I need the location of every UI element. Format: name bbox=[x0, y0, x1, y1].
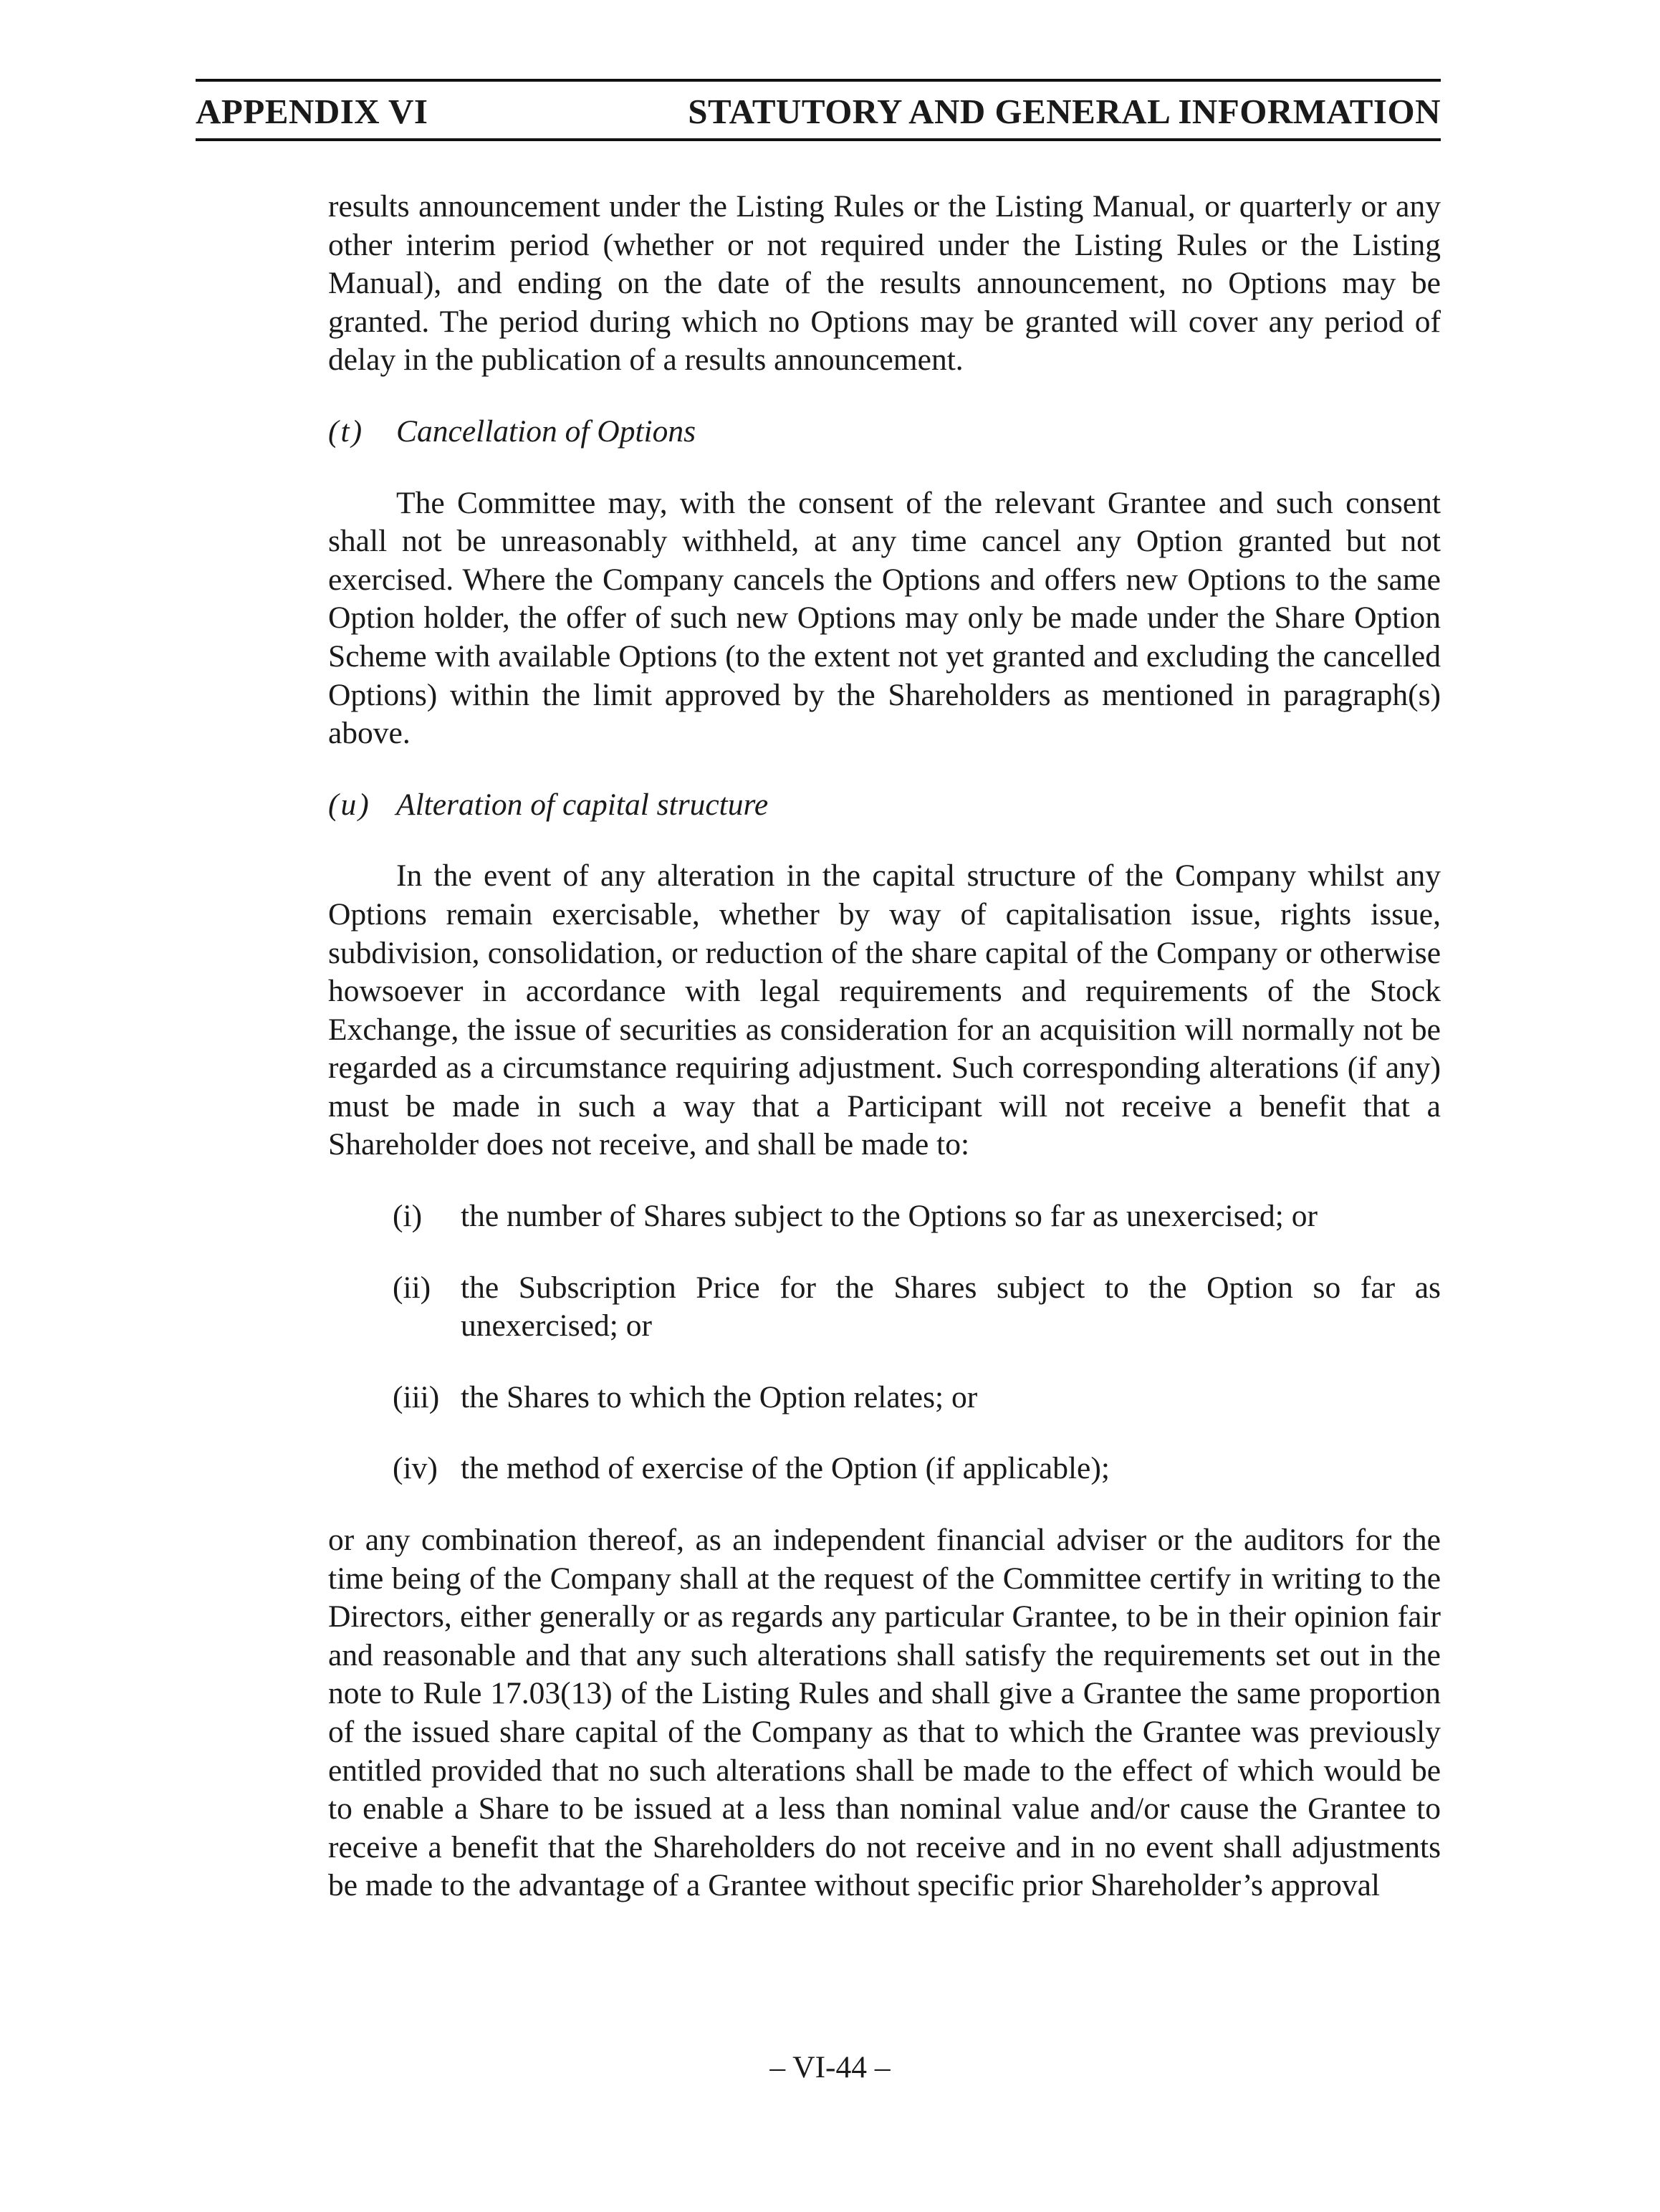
list-item bbox=[393, 1450, 1441, 1488]
intro-paragraph: results announcement under the Listing Rules or the Listing Manual, or quarterly or any other interim period (whether or not required under the Listing Rules or the Listing Manual), and ending on the date of the results announcement, no Options may be granted. The period during which no Options may be granted will cover any period of delay in the publication of a results announcement. bbox=[328, 189, 1441, 378]
page-number: – VI-44 – bbox=[769, 2050, 891, 2084]
list-item-text: the Shares to which the Option relates; or bbox=[461, 1379, 978, 1414]
section-t-paragraph: The Committee may, with the consent of the relevant Grantee and such consent shall not be unreasonably withheld, at any time cancel any Option granted but not exercised. Where the Company cancels the Options and offers new Options to the same Option holder, the offer of such new Options may only be made under the Share Option Scheme with available Options (to the extent not yet granted and excluding the cancelled Options) within the limit approved by the Shareholders as mentioned in paragraph(s) above. bbox=[328, 485, 1441, 751]
list-item-text: the Subscription Price for the Shares subject to the Option so far as unexercised; or bbox=[461, 1270, 1441, 1344]
list-item-number: (iii) bbox=[393, 1379, 440, 1414]
list-item bbox=[393, 1197, 1441, 1236]
page-header bbox=[196, 86, 1441, 136]
list-item-number: (iv) bbox=[393, 1451, 438, 1486]
list-item-number: (ii) bbox=[393, 1270, 431, 1305]
list-item bbox=[393, 1379, 1441, 1417]
list-item-text: the number of Shares subject to the Options so far as unexercised; or bbox=[461, 1199, 1318, 1234]
section-u-label: (u) bbox=[328, 787, 371, 822]
list-item bbox=[393, 1269, 1441, 1346]
header-appendix-label: APPENDIX VI bbox=[196, 91, 428, 131]
adjustment-list bbox=[328, 1197, 1441, 1488]
section-u-heading bbox=[328, 786, 1441, 825]
header-section-title: STATUTORY AND GENERAL INFORMATION bbox=[688, 91, 1441, 131]
section-t-label: (t) bbox=[328, 413, 365, 449]
list-item-text: the method of exercise of the Option (if applicable); bbox=[461, 1451, 1110, 1486]
section-t-title: Cancellation of Options bbox=[396, 413, 696, 449]
header-bottom-rule bbox=[196, 138, 1441, 141]
header-top-rule bbox=[196, 79, 1441, 82]
section-t-heading bbox=[328, 413, 1441, 451]
list-item-number: (i) bbox=[393, 1199, 423, 1234]
section-u-title: Alteration of capital structure bbox=[396, 787, 769, 822]
section-u-paragraph: In the event of any alteration in the capital structure of the Company whilst any Options remain exercisable, whether by way of capitalisation issue, rights issue, subdivision, consolidation, or reduction of the share capital of the Company or otherwise howsoever in accordance with legal requirements and requirements of the Stock Exchange, the issue of securities as consideration for an acquisition will normally not be regarded as a circumstance requiring adjustment. Such corresponding alterations (if any) must be made in such a way that a Participant will not receive a benefit that a Shareholder does not receive, and shall be made to: bbox=[328, 858, 1441, 1162]
document-body bbox=[328, 188, 1441, 1905]
closing-paragraph: or any combination thereof, as an independent financial adviser or the auditors for the time being of the Company shall at the request of the Committee certify in writing to the Directors, either generally or as regards any particular Grantee, to be in their opinion fair and reasonable and that any such alterations shall satisfy the requirements set out in the note to Rule 17.03(13) of the Listing Rules and shall give a Grantee the same proportion of the issued share capital of the Company as that to which the Grantee was previously entitled provided that no such alterations shall be made to the effect of which would be to enable a Share to be issued at a less than nominal value and/or cause the Grantee to receive a benefit that the Shareholders do not receive and in no event shall adjustments be made to the advantage of a Grantee without specific prior Shareholder’s approval bbox=[328, 1523, 1441, 1903]
